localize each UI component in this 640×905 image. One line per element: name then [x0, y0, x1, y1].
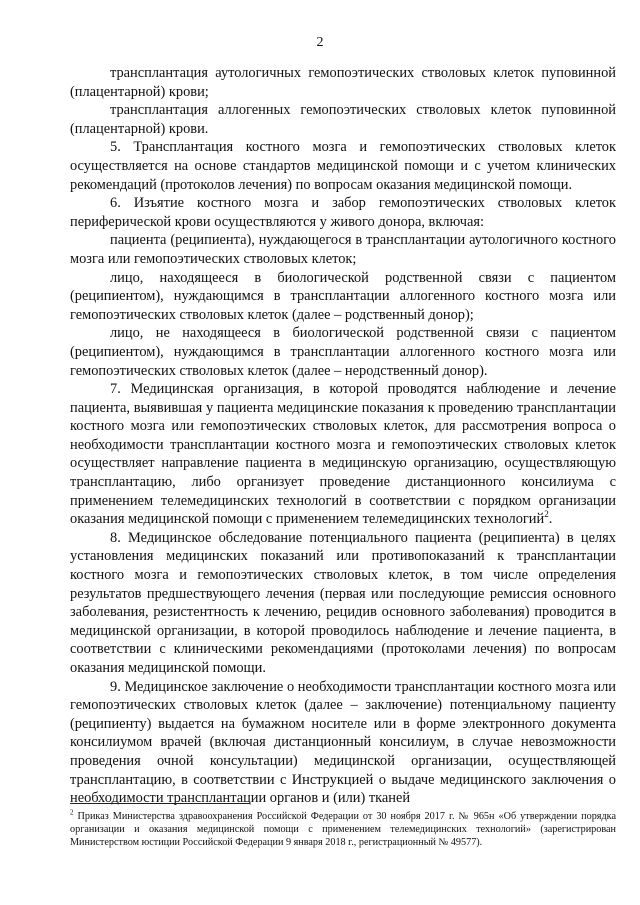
paragraph-donor-patient: пациента (реципиента), нуждающегося в трансплантации аутологичного костного мозга или гемопоэтических стволовых клеток; [70, 232, 616, 267]
paragraph-2: трансплантация аллогенных гемопоэтических стволовых клеток пуповинной (плацентарной) крови. [70, 102, 616, 137]
paragraph-item-9: 9. Медицинское заключение о необходимости трансплантации костного мозга или гемопоэтических стволовых клеток (далее – заключение) потенциальному пациенту (реципиенту) выдается на бумажном носителе или в форме электронного документа консилиумом врачей (включая дистанционный консилиум, в случае невозможности проведения очной консультации) медицинской организации, осуществляющей трансплантацию, в соответствии с Инструкцией о выдаче медицинского заключения о необходимости трансплантации органов и (или) тканей [70, 678, 616, 807]
paragraph-1: трансплантация аутологичных гемопоэтических стволовых клеток пуповинной (плацентарной) крови; [70, 65, 616, 100]
paragraph-related-donor: лицо, находящееся в биологической родственной связи с пациентом (реципиентом), нуждающимся в трансплантации аллогенного костного мозга или гемопоэтических стволовых клеток (далее – родственный донор); [70, 269, 616, 323]
document-body [70, 64, 616, 808]
paragraph-item-7-end: . [548, 511, 553, 528]
footnote [70, 808, 616, 849]
paragraph-unrelated-donor: лицо, не находящееся в биологической родственной связи с пациентом (реципиентом), нуждающимся в трансплантации аллогенного костного мозга или гемопоэтических стволовых клеток (далее – неродственный донор). [70, 325, 616, 379]
footnote-reference[interactable]: 2 [544, 509, 549, 520]
footnote-number: 2 [70, 808, 74, 817]
page-number: 2 [316, 35, 324, 50]
footnote-divider [70, 803, 250, 804]
paragraph-item-7 [70, 380, 616, 529]
paragraph-item-7-text: 7. Медицинская организация, в которой проводятся наблюдение и лечение пациента, выявившая у пациента медицинские показания к проведению трансплантации костного мозга или гемопоэтических стволовых клеток, для рассмотрения вопроса о необходимости трансплантации костного мозга и гемопоэтических стволовых клеток осуществляет направление пациента в медицинскую организацию, осуществляющую трансплантацию, либо организует проведение дистанционного консилиума с применением телемедицинских технологий в соответствии с порядком организации оказания медицинской помощи с применением телемедицинских технологий [70, 381, 616, 528]
paragraph-item-6: 6. Изъятие костного мозга и забор гемопоэтических стволовых клеток периферической крови осуществляются у живого донора, включая: [70, 195, 616, 230]
paragraph-item-5: 5. Трансплантация костного мозга и гемопоэтических стволовых клеток осуществляется на основе стандартов медицинской помощи и с учетом клинических рекомендаций (протоколов лечения) по вопросам оказания медицинской помощи. [70, 139, 616, 193]
footnote-text: Приказ Министерства здравоохранения Российской Федерации от 30 ноября 2017 г. № 965н «Об утверждении порядка организации и оказания медицинской помощи с применением телемедицинских технологий» (зарегистрирован Министерством юстиции Российской Федерации 9 января 2018 г., регистрационный № 49577). [70, 811, 616, 848]
paragraph-item-8: 8. Медицинское обследование потенциального пациента (реципиента) в целях установления медицинских показаний или противопоказаний к трансплантации костного мозга и гемопоэтических стволовых клеток, в том числе определения результатов предшествующего лечения (первая или последующие ремиссия основного заболевания, резистентность к лечению, рецидив основного заболевания) проводится в медицинской организации, в которой проводилось наблюдение и лечение пациента, в соответствии с клиническими рекомендациями (протоколами лечения) по вопросам оказания медицинской помощи. [70, 529, 616, 676]
